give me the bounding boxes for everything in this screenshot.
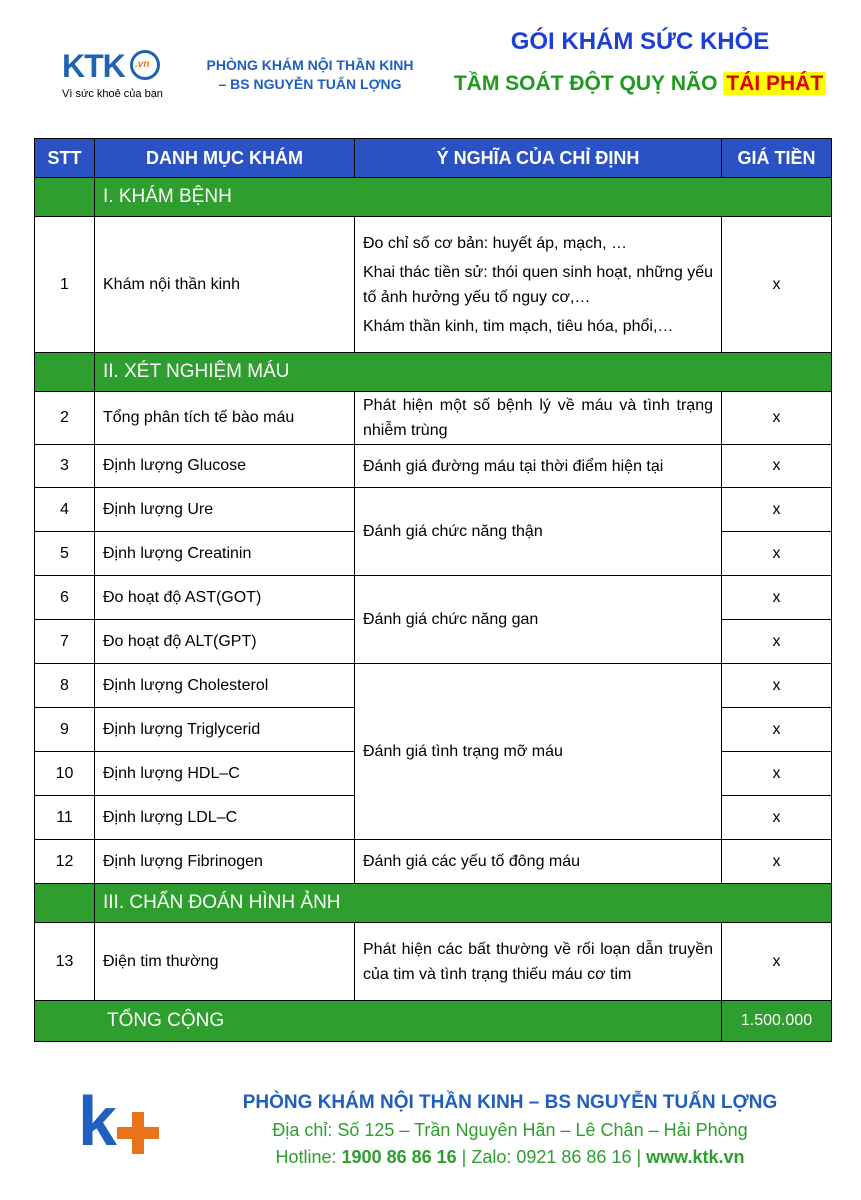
row-price: x bbox=[722, 620, 832, 664]
row-stt: 13 bbox=[35, 923, 95, 1001]
desc-para: Khai thác tiền sử: thói quen sinh hoạt, những yếu tố ảnh hưởng yếu tố nguy cơ,… bbox=[363, 263, 713, 306]
table-row bbox=[35, 664, 832, 708]
footer-logo-letter: k bbox=[78, 1082, 117, 1160]
package-subtitle bbox=[440, 72, 840, 96]
row-stt: 11 bbox=[35, 796, 95, 840]
row-name: Khám nội thần kinh bbox=[95, 217, 355, 353]
row-name: Định lượng Fibrinogen bbox=[95, 840, 355, 884]
row-desc: Đánh giá chức năng thận bbox=[355, 488, 722, 576]
footer-k-plus-logo bbox=[78, 1082, 158, 1160]
table-row bbox=[35, 217, 832, 353]
logo-domain: .vn bbox=[135, 59, 150, 70]
row-name: Định lượng Triglycerid bbox=[95, 708, 355, 752]
table-row bbox=[35, 488, 832, 532]
ktk-logo bbox=[62, 48, 182, 108]
row-stt: 6 bbox=[35, 576, 95, 620]
row-price: x bbox=[722, 752, 832, 796]
row-name: Tổng phân tích tế bào máu bbox=[95, 392, 355, 445]
total-row bbox=[35, 1001, 832, 1042]
row-stt: 12 bbox=[35, 840, 95, 884]
section-row bbox=[35, 353, 832, 392]
row-desc: Phát hiện các bất thường về rối loạn dẫn truyền của tim và tình trạng thiếu máu cơ tim bbox=[355, 923, 722, 1001]
total-label: TỔNG CỘNG bbox=[35, 1001, 722, 1042]
total-value: 1.500.000 bbox=[722, 1001, 832, 1042]
table-row bbox=[35, 576, 832, 620]
section-row bbox=[35, 178, 832, 217]
clinic-name bbox=[180, 56, 440, 94]
package-title: GÓI KHÁM SỨC KHỎE bbox=[510, 28, 770, 55]
header-category: DANH MỤC KHÁM bbox=[95, 139, 355, 178]
footer-address: Địa chỉ: Số 125 – Trần Nguyên Hãn – Lê Chân – Hải Phòng bbox=[272, 1120, 748, 1140]
row-stt: 7 bbox=[35, 620, 95, 664]
row-desc: Đánh giá các yếu tố đông máu bbox=[355, 840, 722, 884]
row-stt: 10 bbox=[35, 752, 95, 796]
row-stt: 4 bbox=[35, 488, 95, 532]
row-price: x bbox=[722, 445, 832, 488]
exam-package-table bbox=[34, 138, 832, 1042]
row-name: Định lượng Cholesterol bbox=[95, 664, 355, 708]
row-price: x bbox=[722, 488, 832, 532]
section-label: I. KHÁM BỆNH bbox=[95, 178, 832, 217]
table-header-row bbox=[35, 139, 832, 178]
row-stt: 8 bbox=[35, 664, 95, 708]
row-price: x bbox=[722, 392, 832, 445]
row-price: x bbox=[722, 796, 832, 840]
logo-slogan: Vì sức khoẻ của bạn bbox=[62, 88, 163, 100]
page-footer bbox=[200, 1092, 820, 1168]
row-stt: 9 bbox=[35, 708, 95, 752]
row-stt: 5 bbox=[35, 532, 95, 576]
desc-para: Khám thần kinh, tim mạch, tiêu hóa, phổi,… bbox=[363, 317, 674, 335]
table-row bbox=[35, 840, 832, 884]
page-header bbox=[0, 0, 861, 130]
row-name: Đo hoạt độ AST(GOT) bbox=[95, 576, 355, 620]
row-price: x bbox=[722, 664, 832, 708]
table-row bbox=[35, 923, 832, 1001]
row-name: Đo hoạt độ ALT(GPT) bbox=[95, 620, 355, 664]
row-price: x bbox=[722, 576, 832, 620]
row-stt: 3 bbox=[35, 445, 95, 488]
row-name: Định lượng HDL–C bbox=[95, 752, 355, 796]
hotline-number[interactable]: 1900 86 86 16 bbox=[341, 1147, 457, 1167]
table-row bbox=[35, 445, 832, 488]
header-stt: STT bbox=[35, 139, 95, 178]
logo-text: KTK bbox=[62, 48, 125, 84]
desc-para: Đo chỉ số cơ bản: huyết áp, mạch, … bbox=[363, 234, 627, 252]
row-desc: Đánh giá tình trạng mỡ máu bbox=[355, 664, 722, 840]
row-stt: 1 bbox=[35, 217, 95, 353]
row-desc: Đánh giá đường máu tại thời điểm hiện tại bbox=[355, 445, 722, 488]
row-desc: Phát hiện một số bệnh lý về máu và tình trạng nhiễm trùng bbox=[355, 392, 722, 445]
website-link[interactable]: www.ktk.vn bbox=[646, 1147, 745, 1167]
table-row bbox=[35, 392, 832, 445]
row-name: Định lượng Glucose bbox=[95, 445, 355, 488]
footer-contact bbox=[200, 1147, 820, 1168]
subtitle-prefix: TẦM SOÁT ĐỘT QUỴ NÃO bbox=[453, 72, 724, 95]
hotline-label: Hotline: bbox=[275, 1147, 342, 1167]
row-name: Định lượng LDL–C bbox=[95, 796, 355, 840]
row-price: x bbox=[722, 923, 832, 1001]
section-label: III. CHẨN ĐOÁN HÌNH ẢNH bbox=[95, 884, 832, 923]
row-price: x bbox=[722, 708, 832, 752]
row-desc bbox=[355, 217, 722, 353]
section-row bbox=[35, 884, 832, 923]
row-price: x bbox=[722, 840, 832, 884]
clinic-name-line1: PHÒNG KHÁM NỘI THẦN KINH bbox=[206, 57, 414, 73]
clinic-name-line2: – BS NGUYỄN TUẤN LỢNG bbox=[218, 76, 402, 92]
zalo-info: | Zalo: 0921 86 86 16 | bbox=[456, 1147, 647, 1167]
row-desc: Đánh giá chức năng gan bbox=[355, 576, 722, 664]
section-label: II. XÉT NGHIỆM MÁU bbox=[95, 353, 832, 392]
row-price: x bbox=[722, 532, 832, 576]
header-meaning: Ý NGHĨA CỦA CHỈ ĐỊNH bbox=[355, 139, 722, 178]
plus-icon-bar bbox=[117, 1127, 159, 1139]
footer-clinic-name: PHÒNG KHÁM NỘI THẦN KINH – BS NGUYỄN TUẤN LỢNG bbox=[242, 1092, 778, 1113]
row-name: Định lượng Ure bbox=[95, 488, 355, 532]
header-price: GIÁ TIỀN bbox=[722, 139, 832, 178]
row-stt: 2 bbox=[35, 392, 95, 445]
subtitle-highlight: TÁI PHÁT bbox=[723, 72, 826, 95]
row-name: Điện tim thường bbox=[95, 923, 355, 1001]
row-name: Định lượng Creatinin bbox=[95, 532, 355, 576]
row-price: x bbox=[722, 217, 832, 353]
